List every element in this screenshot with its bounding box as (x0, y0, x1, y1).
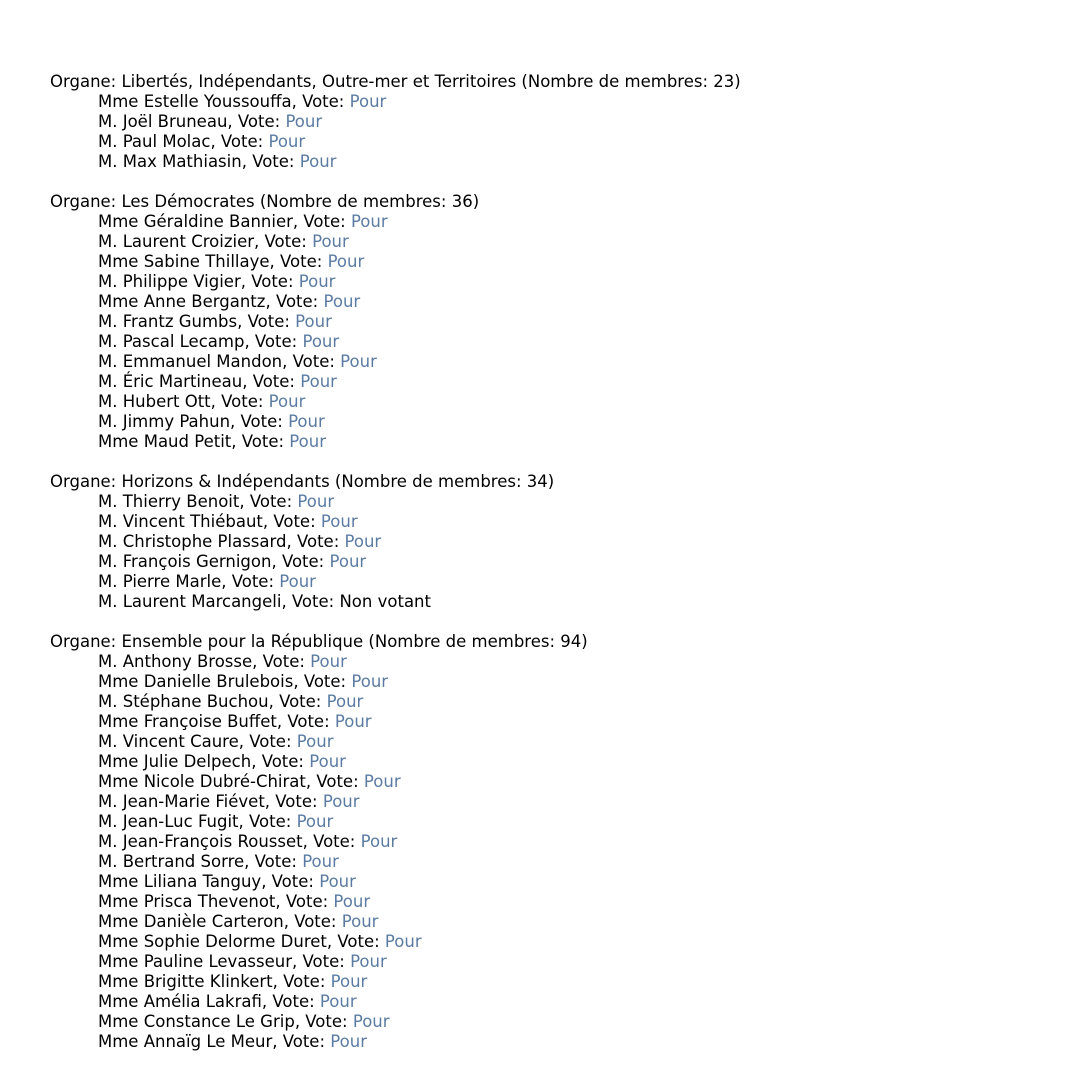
vote-prefix: , Vote: (272, 972, 331, 991)
vote-value: Pour (285, 112, 323, 131)
vote-value: Pour (350, 212, 388, 231)
member-name: Mme Annaïg Le Meur (98, 1032, 273, 1051)
vote-value: Pour (320, 512, 358, 531)
member-name: Mme Pauline Levasseur (98, 952, 293, 971)
member-count: 36 (451, 192, 473, 211)
organe-group (50, 72, 1060, 172)
member-row (50, 252, 1060, 272)
vote-value: Pour (279, 572, 316, 591)
member-name: Mme Maud Petit (98, 432, 232, 451)
vote-value: Pour (268, 132, 306, 151)
vote-value: Pour (344, 532, 382, 551)
vote-prefix: , Vote: (210, 132, 269, 151)
member-name: M. Éric Martineau (98, 372, 243, 391)
vote-prefix: , Vote: (291, 92, 350, 111)
vote-value: Pour (297, 492, 335, 511)
member-row (50, 352, 1060, 372)
member-name: Mme Danielle Brulebois (98, 672, 294, 691)
member-row (50, 872, 1060, 892)
member-row (50, 532, 1060, 552)
vote-value: Pour (300, 372, 337, 391)
member-name: M. Max Mathiasin (98, 152, 242, 171)
vote-prefix: , Vote: (275, 892, 334, 911)
vote-prefix: , Vote: (305, 772, 364, 791)
organe-header (50, 72, 1060, 92)
member-name: M. Paul Molac (98, 132, 211, 151)
organe-prefix: Organe: (50, 192, 122, 211)
vote-value: Pour (340, 352, 377, 371)
member-name: M. Frantz Gumbs (98, 312, 238, 331)
organe-name: Ensemble pour la République (121, 632, 364, 651)
vote-value: Pour (312, 232, 349, 251)
vote-prefix: , Vote: (292, 212, 351, 231)
member-name: M. Bertrand Sorre (98, 852, 245, 871)
vote-prefix: , Vote: (237, 312, 296, 331)
organe-name: Les Démocrates (121, 192, 255, 211)
member-row (50, 372, 1060, 392)
member-row (50, 992, 1060, 1012)
member-name: M. Pierre Marle (98, 572, 222, 591)
vote-value: Pour (326, 692, 364, 711)
members-close: ) (472, 192, 480, 211)
organe-prefix: Organe: (50, 632, 122, 651)
member-row (50, 572, 1060, 592)
vote-prefix: , Vote: (221, 572, 280, 591)
member-row (50, 92, 1060, 112)
member-name: Mme Amélia Lakrafi (98, 992, 262, 1011)
member-name: Mme Brigitte Klinkert (98, 972, 273, 991)
vote-prefix: , Vote: (238, 812, 297, 831)
member-row (50, 912, 1060, 932)
member-name: Mme Julie Delpech (98, 752, 252, 771)
vote-prefix: , Vote: (283, 912, 342, 931)
vote-prefix: , Vote: (294, 1012, 353, 1031)
organe-header (50, 192, 1060, 212)
member-row (50, 1032, 1060, 1052)
member-name: M. Jean-Marie Fiévet (98, 792, 265, 811)
member-name: M. Vincent Caure (98, 732, 239, 751)
member-row (50, 1012, 1060, 1032)
member-row (50, 132, 1060, 152)
vote-value: Pour (350, 952, 387, 971)
member-row (50, 272, 1060, 292)
vote-value: Pour (288, 412, 325, 431)
vote-value: Pour (319, 992, 357, 1011)
member-name: M. Pascal Lecamp (98, 332, 245, 351)
members-close: ) (547, 472, 555, 491)
vote-prefix: , Vote: (238, 732, 297, 751)
member-row (50, 692, 1060, 712)
vote-prefix: , Vote: (244, 852, 303, 871)
vote-prefix: , Vote: (239, 492, 298, 511)
vote-prefix: , Vote: (292, 952, 351, 971)
vote-prefix: , Vote: (326, 932, 385, 951)
vote-value: Pour (322, 792, 360, 811)
vote-prefix: , Vote: (286, 532, 345, 551)
vote-prefix: , Vote: (293, 672, 352, 691)
organe-group (50, 192, 1060, 452)
member-name: M. Vincent Thiébaut (98, 512, 263, 531)
member-row (50, 832, 1060, 852)
vote-prefix: , Vote: (276, 712, 335, 731)
vote-prefix: , Vote: (251, 752, 310, 771)
member-name: M. Laurent Marcangeli (98, 592, 282, 611)
organe-group (50, 472, 1060, 612)
members-open: (Nombre de membres: (254, 192, 452, 211)
members-close: ) (734, 72, 741, 91)
vote-value: Pour (289, 432, 326, 451)
member-row (50, 212, 1060, 232)
member-count: 23 (713, 72, 735, 91)
member-name: M. Jean-François Rousset (98, 832, 303, 851)
member-name: M. Hubert Ott (98, 392, 211, 411)
vote-prefix: , Vote: (244, 332, 303, 351)
member-row (50, 512, 1060, 532)
member-name: Mme Françoise Buffet (98, 712, 277, 731)
member-row (50, 652, 1060, 672)
member-name: M. Joël Bruneau (98, 112, 228, 131)
member-row (50, 392, 1060, 412)
vote-value: Pour (323, 292, 361, 311)
vote-value: Non votant (339, 592, 431, 611)
vote-value: Pour (296, 812, 334, 831)
member-name: M. Anthony Brosse (98, 652, 253, 671)
vote-prefix: , Vote: (254, 232, 313, 251)
vote-value: Pour (384, 932, 422, 951)
vote-prefix: , Vote: (302, 832, 361, 851)
member-row (50, 492, 1060, 512)
vote-prefix: , Vote: (282, 352, 341, 371)
vote-prefix: , Vote: (271, 552, 330, 571)
vote-value: Pour (333, 892, 371, 911)
members-close: ) (581, 632, 588, 651)
member-name: Mme Sophie Delorme Duret (98, 932, 327, 951)
member-row (50, 792, 1060, 812)
member-name: Mme Liliana Tanguy (98, 872, 262, 891)
member-row (50, 552, 1060, 572)
vote-value: Pour (330, 972, 368, 991)
member-name: Mme Sabine Thillaye (98, 252, 270, 271)
vote-value: Pour (302, 332, 340, 351)
vote-prefix: , Vote: (240, 272, 299, 291)
vote-prefix: , Vote: (227, 112, 286, 131)
vote-value: Pour (351, 672, 389, 691)
member-list (50, 212, 1060, 452)
vote-prefix: , Vote: (210, 392, 269, 411)
vote-prefix: , Vote: (272, 1032, 331, 1051)
vote-value: Pour (295, 312, 332, 331)
member-row (50, 412, 1060, 432)
vote-value: Pour (319, 872, 356, 891)
member-list (50, 492, 1060, 612)
vote-prefix: , Vote: (281, 592, 340, 611)
member-row (50, 152, 1060, 172)
member-row (50, 812, 1060, 832)
vote-value: Pour (327, 252, 365, 271)
member-row (50, 432, 1060, 452)
vote-prefix: , Vote: (242, 372, 301, 391)
vote-list (50, 72, 1060, 1072)
vote-prefix: , Vote: (241, 152, 300, 171)
member-row (50, 592, 1060, 612)
member-name: Mme Anne Bergantz (98, 292, 266, 311)
vote-value: Pour (352, 1012, 390, 1031)
member-name: Mme Géraldine Bannier (98, 212, 293, 231)
vote-value: Pour (334, 712, 372, 731)
member-name: Mme Danièle Carteron (98, 912, 284, 931)
member-row (50, 292, 1060, 312)
member-name: M. Stéphane Buchou (98, 692, 269, 711)
member-row (50, 112, 1060, 132)
organe-name: Libertés, Indépendants, Outre-mer et Territoires (121, 72, 517, 91)
member-name: M. Jimmy Pahun (98, 412, 231, 431)
member-name: M. Jean-Luc Fugit (98, 812, 239, 831)
organe-header (50, 472, 1060, 492)
member-list (50, 652, 1060, 1052)
members-open: (Nombre de membres: (516, 72, 714, 91)
vote-prefix: , Vote: (230, 412, 289, 431)
member-count: 34 (526, 472, 548, 491)
vote-value: Pour (349, 92, 387, 111)
member-row (50, 232, 1060, 252)
member-name: M. Thierry Benoit (98, 492, 240, 511)
member-row (50, 332, 1060, 352)
vote-prefix: , Vote: (264, 792, 323, 811)
vote-value: Pour (363, 772, 401, 791)
member-row (50, 772, 1060, 792)
member-row (50, 932, 1060, 952)
member-name: Mme Prisca Thevenot (98, 892, 276, 911)
member-name: M. Christophe Plassard (98, 532, 287, 551)
member-row (50, 752, 1060, 772)
member-row (50, 312, 1060, 332)
vote-prefix: , Vote: (231, 432, 290, 451)
vote-value: Pour (309, 752, 346, 771)
member-name: Mme Estelle Youssouffa (98, 92, 292, 111)
vote-value: Pour (296, 732, 334, 751)
member-name: Mme Constance Le Grip (98, 1012, 295, 1031)
member-row (50, 852, 1060, 872)
vote-prefix: , Vote: (252, 652, 311, 671)
vote-value: Pour (302, 852, 339, 871)
member-name: M. Laurent Croizier (98, 232, 255, 251)
vote-prefix: , Vote: (261, 872, 320, 891)
vote-value: Pour (298, 272, 336, 291)
vote-prefix: , Vote: (262, 512, 321, 531)
members-open: (Nombre de membres: (363, 632, 561, 651)
member-name: Mme Nicole Dubré-Chirat (98, 772, 306, 791)
organe-group (50, 632, 1060, 1052)
member-name: M. François Gernigon (98, 552, 272, 571)
vote-value: Pour (360, 832, 398, 851)
vote-value: Pour (268, 392, 306, 411)
member-list (50, 92, 1060, 172)
vote-value: Pour (310, 652, 347, 671)
vote-prefix: , Vote: (268, 692, 327, 711)
vote-value: Pour (329, 552, 367, 571)
organe-header (50, 632, 1060, 652)
member-row (50, 712, 1060, 732)
organe-prefix: Organe: (50, 472, 122, 491)
member-row (50, 892, 1060, 912)
organe-name: Horizons & Indépendants (121, 472, 330, 491)
member-count: 94 (560, 632, 582, 651)
vote-prefix: , Vote: (265, 292, 324, 311)
vote-prefix: , Vote: (261, 992, 320, 1011)
vote-value: Pour (341, 912, 379, 931)
organe-prefix: Organe: (50, 72, 122, 91)
vote-value: Pour (330, 1032, 367, 1051)
member-name: M. Emmanuel Mandon (98, 352, 283, 371)
member-row (50, 972, 1060, 992)
members-open: (Nombre de membres: (329, 472, 527, 491)
member-name: M. Philippe Vigier (98, 272, 241, 291)
vote-value: Pour (299, 152, 337, 171)
member-row (50, 732, 1060, 752)
vote-prefix: , Vote: (269, 252, 328, 271)
member-row (50, 952, 1060, 972)
member-row (50, 672, 1060, 692)
